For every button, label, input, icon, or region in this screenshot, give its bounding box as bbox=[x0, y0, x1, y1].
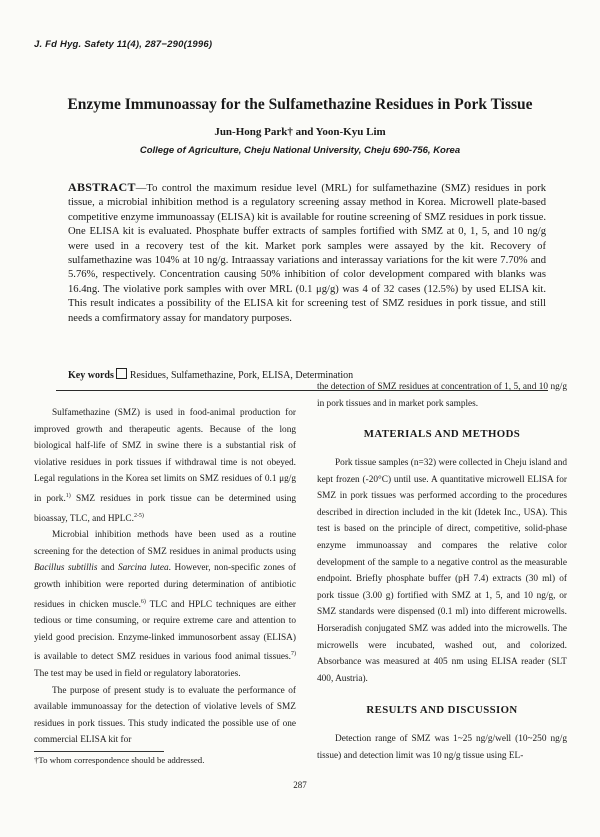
intro-paragraph-1 bbox=[34, 405, 296, 527]
authors: Jun-Hong Park† and Yoon-Kyu Lim bbox=[214, 126, 386, 138]
ref-superscript: 7) bbox=[291, 651, 296, 658]
abstract-label: ABSTRACT bbox=[68, 180, 136, 194]
intro-p2-text-b: . However, non-specific zones of growth inhibition were reported during determination of antibiotic residues in chicken muscle. bbox=[34, 563, 296, 610]
ref-superscript: 6) bbox=[140, 598, 146, 605]
intro-continuation: the detection of SMZ residues at concentration of 1, 5, and 10 ng/g in pork tissues and in market pork samples. bbox=[317, 382, 567, 409]
intro-p2-text-d: The test may be used in field or regulatory laboratories. bbox=[34, 668, 241, 679]
checkbox-icon bbox=[116, 368, 127, 379]
ref-superscript: 2-5) bbox=[133, 512, 144, 519]
journal-citation: J. Fd Hyg. Safety 11(4), 287−290(1996) bbox=[34, 39, 213, 50]
abstract-text: To control the maximum residue level (MRL) for sulfamethazine (SMZ) residues in pork tissue, a microbial inhibition method is a regulatory screening assay method in Korea. Microwell plate-based competitive enzyme immunoassay (ELISA) kit is available for routine screening of SMZ residues in pork tissue. One ELISA kit is evaluated. Phosphate buffer extracts of samples fortified with SMZ at 0, 1, 5, and 10 ng/g were used in a recovery test of the kit. Market pork samples were assayed by the kit. Recovery of sulfamethazine was 104% at 10 ng/g. Intraassay variations and interassay variations for the kit were 7.70% and 5.76%, respectively. Concentration causing 50% inhibition of color development compared with blanks was 16.4ng. The violative pork samples with over MRL (0.1 μg/g) was 4 of 32 cases (12.5%) by used ELISA kit. This result indicates a possibility of the ELISA kit for screening test of SMZ residues in pork tissue, and still needs a comfirmatory assay for mandatory purposes. bbox=[68, 183, 546, 324]
results-paragraph: Detection range of SMZ was 1~25 ng/g/well (10~250 ng/g tissue) and detection limit was 10 ng/g tissue using EL- bbox=[317, 734, 567, 761]
intro-paragraph-3: The purpose of present study is to evaluate the performance of available immunoassay for the detection of violative levels of SMZ residues in pork tissues. This study indicated the possible use of one commercial ELISA kit for bbox=[34, 685, 296, 746]
methods-paragraph: Pork tissue samples (n=32) were collected in Cheju island and kept frozen (-20°C) until use. A quantitative microwell ELISA for SMZ in pork tissues was performed according to the procedures described in direction included in the kit (Idetek Inc., USA). This test is based on the principle of direct, competitive, solid-phase enzyme immunoassay and compares the relative color development of the sample to a negative control as the measurable endpoint. Briefly phosphate buffer (pH 7.4) extracts (30 ml) of pork tissue (3.00 g) fortified with SMZ at 1, 5, and 10 ng/g, or SMZ standards were dispensed (0.1 ml) into different microwells. Horseradish conjugated SMZ was added into the microwells. The microwells were incubated, washed out, and colorized. Absorbance was measured at 405 nm using ELISA reader (SLT 400, Austria). bbox=[317, 458, 567, 684]
conjunction: and bbox=[97, 563, 118, 574]
species-name: Bacillus subtillis bbox=[34, 563, 98, 574]
left-column bbox=[34, 405, 296, 749]
right-column bbox=[317, 379, 567, 412]
page-number: 287 bbox=[293, 780, 307, 790]
footnote-rule bbox=[34, 751, 164, 752]
abstract bbox=[68, 180, 546, 326]
footnote: †To whom correspondence should be addressed. bbox=[34, 755, 205, 765]
intro-p2-text-a: Microbial inhibition methods have been used as a routine screening for the detection of SMZ residues in animal products using bbox=[34, 530, 296, 557]
section-heading-results: RESULTS AND DISCUSSION bbox=[366, 704, 518, 716]
section-heading-methods: MATERIALS AND METHODS bbox=[363, 428, 521, 440]
intro-p2-text-c: TLC and HPLC techniques are either tedious or time consuming, or require extreme care and attention to yield good precision. Enzyme-linked immunosorbent assay (ELISA) is available to detect SMZ residues in various food animal tissues. bbox=[34, 599, 296, 663]
keywords-text: Residues, Sulfamethazine, Pork, ELISA, Determination bbox=[129, 370, 354, 381]
affiliation: College of Agriculture, Cheju National University, Cheju 690-756, Korea bbox=[139, 145, 461, 156]
species-name: Sarcina lutea bbox=[117, 563, 169, 574]
results-section bbox=[317, 731, 567, 764]
methods-section bbox=[317, 455, 567, 687]
intro-p1-text-a: Sulfamethazine (SMZ) is used in food-animal production for improved growth and therapeutic agents. Because of the long biological half-life of SMZ in swine there is a substantial risk of violative residues in pork tissues if withdrawal time is not obeyed. Legal regulations in the Korea set limits on SMZ residues of 0.1 μg/g in pork. bbox=[34, 408, 296, 504]
intro-paragraph-2 bbox=[34, 527, 296, 682]
intro-p1-text-b: SMZ residues in pork tissue can be determined using bioassay, TLC, and HPLC. bbox=[34, 493, 297, 524]
keywords-label: Key words bbox=[68, 370, 114, 381]
ref-superscript: 1) bbox=[65, 492, 71, 499]
abstract-dash: — bbox=[135, 183, 147, 194]
paper-title: Enzyme Immunoassay for the Sulfamethazine Residues in Pork Tissue bbox=[67, 96, 533, 113]
